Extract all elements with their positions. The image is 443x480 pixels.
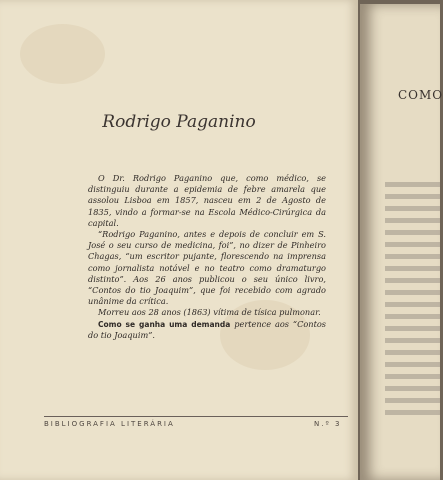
footer-number: N.º 3 [314,420,342,428]
right-page-title: COMO [398,88,443,102]
paragraph-3: Morreu aos 28 anos (1863) vítima de tísica pulmonar. [98,307,321,318]
paper-stain [20,24,105,84]
paragraph-1: O Dr. Rodrigo Paganino que, como médico, se distinguiu durante a epidemia de febre amarela que assolou Lisboa em 1857, nasceu em 2 de Agosto de 1835, vindo a formar-se na Escola Médico-Cirúrgica da capital. [88,173,326,228]
right-page [360,4,443,480]
paragraph-2: “Rodrigo Paganino, antes e depois de concluir em S. José o seu curso de medicina, foi”, no dizer de Pinheiro Chagas, “um escritor pujante, florescendo na imprensa como jornalista notável e no teatro como dramaturgo distinto”. Aos 26 anos publicou o seu único livro, “Contos do tio Joaquim”, que foi recebido com agrado unânime da crítica. [88,229,326,307]
paragraph-4 [88,319,326,341]
footer-series-title: BIBLIOGRAFIA LITERÁRIA [44,420,175,428]
paragraph-4-rest: pertence aos “Contos do tio Joaquim”. [88,318,326,340]
footer-divider [44,416,348,417]
page-title: Rodrigo Paganino [102,112,256,132]
illegible-text-block [385,182,440,422]
book-title-bold: Como se ganha uma demanda [98,319,231,329]
biography-text [88,173,326,341]
